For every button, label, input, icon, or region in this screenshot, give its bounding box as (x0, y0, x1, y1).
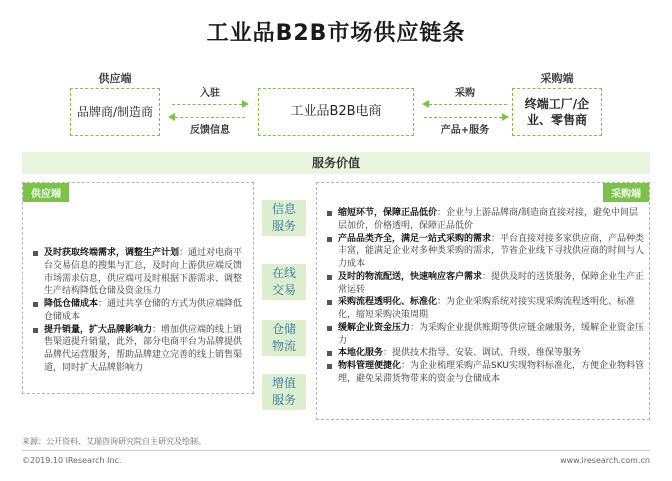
pill-warehouse-logistics: 仓储物流 (262, 320, 306, 356)
arrow-line-join (172, 104, 242, 105)
arrow-label-join: 入驻 (200, 88, 220, 99)
list-item: 缓解企业资金压力：为采购企业提供账期等供应链金融服务，缓解企业资金压力 (327, 322, 645, 348)
list-item: 采购流程透明化、标准化：为企业采购系统对接实现采购流程透明化、标准化，缩短采购决策周期 (327, 296, 645, 322)
arrowhead-left-feedback (168, 113, 175, 121)
arrowhead-right-product (502, 113, 509, 121)
list-item: 及时的物流配送，快速响应客户需求：提供及时的送货服务，保障企业生产正常运转 (327, 271, 645, 297)
supplier-value-tag: 供应端 (23, 183, 69, 202)
page-title: 工业品B2B市场供应链条 (206, 21, 466, 46)
pill-info-service: 信息服务 (262, 200, 306, 236)
arrowhead-left-purchase (422, 100, 429, 108)
pill-online-trade: 在线交易 (262, 264, 306, 300)
arrow-label-feedback: 反馈信息 (190, 125, 230, 136)
arrow-line-feedback (175, 117, 245, 118)
copyright: ©2019.10 iResearch Inc. (22, 456, 122, 465)
supplier-group-label: 供应端 (98, 72, 132, 85)
list-item: 降低仓储成本：通过共享仓储的方式为供应端降低仓储成本 (33, 298, 249, 324)
service-value-label: 服务价值 (311, 156, 360, 170)
arrow-line-purchase (429, 104, 507, 105)
source-note: 来源：公开资料、艾瑞咨询研究院自主研究及绘制。 (22, 437, 206, 446)
supplier-value-panel (22, 182, 254, 394)
buyer-value-list (327, 207, 645, 386)
arrowhead-right-join (242, 100, 249, 108)
list-item: 及时获取终端需求，调整生产计划：通过对电商平台交易信息的搜集与汇总，及时向上游供应端反馈市场需求信息，供应端可及时根据下游需求、调整生产结构降低仓储及资金压力 (33, 247, 249, 298)
buyer-value-tag: 采购端 (603, 183, 649, 202)
pill-value-added-service: 增值服务 (262, 374, 306, 410)
list-item: 物料管理便捷化：为企业梳理采购产品SKU实现物料标准化，方便企业物料管理，避免呆滞货物带来的资金与仓储成本 (327, 360, 645, 386)
list-item: 产品品类齐全，满足一站式采购的需求：平台直接对接多家供应商，产品种类丰富，能满足企业对多种类采购的需求，节省企业线下寻找供应商的时间与人力成本 (327, 233, 645, 271)
list-item: 提升销量，扩大品牌影响力：增加供应端的线上销售渠道提升销量，此外，部分电商平台为品牌提供品牌代运营服务，帮助品牌建立完善的线上销售渠道，同时扩大品牌影响力 (33, 324, 249, 375)
buyer-value-panel (316, 182, 650, 420)
footer-divider (22, 450, 650, 451)
arrow-label-product-service: 产品+服务 (440, 125, 490, 136)
list-item: 本地化服务：提供技术指导、安装、调试、升级、维保等服务 (327, 347, 645, 360)
platform-box: 工业品B2B电商 (258, 88, 414, 136)
buyer-group-label: 采购端 (540, 72, 574, 85)
supplier-value-list (33, 247, 249, 375)
arrow-line-product (424, 117, 502, 118)
buyer-box: 终端工厂/企业、零售商 (512, 88, 602, 136)
arrow-label-purchase: 采购 (455, 88, 475, 99)
supplier-box: 品牌商/制造商 (70, 88, 160, 136)
website-url: www.iresearch.com.cn (560, 456, 650, 465)
list-item: 缩短环节，保障正品低价：企业与上游品牌商/制造商直接对接，避免中间层层加价，价格透明，保障正品低价 (327, 207, 645, 233)
